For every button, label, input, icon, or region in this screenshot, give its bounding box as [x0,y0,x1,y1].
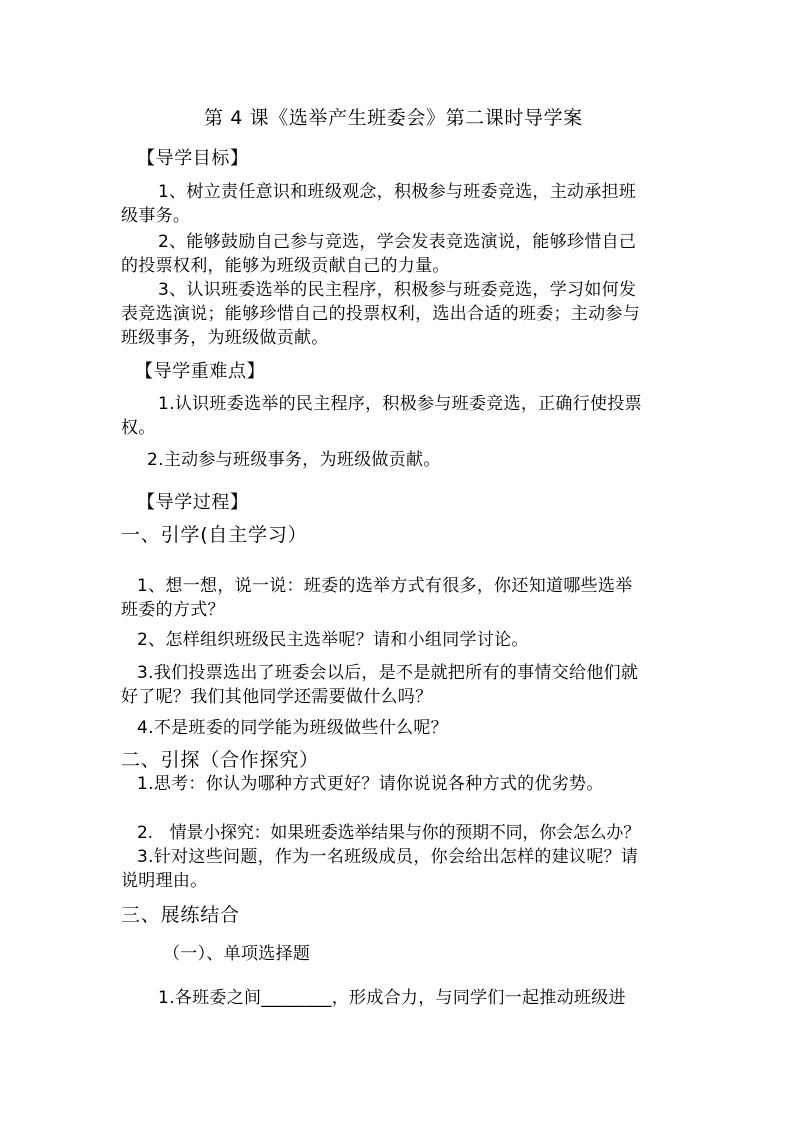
section-2-q1: 1.思考：你认为哪种方式更好？请你说说各种方式的优劣势。 [137,774,604,794]
key-point-1-line-2: 权。 [121,418,156,438]
section-1-q2: 2、怎样组织班级民主选举呢？请和小组同学讨论。 [137,630,529,650]
section-1-q3-line-1: 3.我们投票选出了班委会以后，是不是就把所有的事情交给他们就 [137,663,639,683]
section-3-title: 三、展练结合 [121,904,240,926]
section-2-q3-line-1: 3.针对这些问题，作为一名班级成员，你会给出怎样的建议呢？请 [137,847,639,867]
goal-1-line-2: 级事务。 [121,206,191,226]
section-1-q1-line-2: 班委的方式？ [121,600,225,620]
goal-3-line-2: 表竞选演说；能够珍惜自己的投票权利，选出合适的班委；主动参与 [121,304,640,324]
section-2-q3-line-2: 说明理由。 [121,871,208,891]
section-1-q3-line-2: 好了呢？我们其他同学还需要做什么吗？ [121,687,433,707]
goal-2-line-1: 2、能够鼓励自己参与竞选，学会发表竞选演说，能够珍惜自己 [158,232,637,252]
goals-heading: 【导学目标】 [137,148,249,169]
goal-3-line-1: 3、认识班委选举的民主程序，积极参与班委竞选，学习如何发 [158,280,637,300]
goal-2-line-2: 的投票权利，能够为班级贡献自己的力量。 [121,256,450,276]
process-heading: 【导学过程】 [137,492,249,513]
section-1-title: 一、引学(自主学习） [121,524,308,546]
section-3-q1: 1.各班委之间________，形成合力，与同学们一起推动班级进 [158,988,626,1008]
goal-1-line-1: 1、树立责任意识和班级观念，积极参与班委竞选，主动承担班 [158,182,637,202]
section-1-q1-line-1: 1、想一想，说一说：班委的选举方式有很多，你还知道哪些选举 [137,576,633,596]
key-points-heading: 【导学重难点】 [135,361,266,382]
section-1-q4: 4.不是班委的同学能为班级做些什么呢？ [137,718,448,738]
key-point-2: 2.主动参与班级事务，为班级做贡献。 [147,450,441,470]
document-title: 第 4 课《选举产生班委会》第二课时导学案 [204,107,583,129]
goal-3-line-3: 班级事务，为班级做贡献。 [121,328,329,348]
section-2-title: 二、引探（合作探究） [121,749,320,771]
section-2-q2: 2. 情景小探究：如果班委选举结果与你的预期不同，你会怎么办？ [137,823,641,843]
key-point-1-line-1: 1.认识班委选举的民主程序，积极参与班委竞选，正确行使投票 [158,394,642,414]
section-3-subtitle: （一）、单项选择题 [163,944,311,964]
